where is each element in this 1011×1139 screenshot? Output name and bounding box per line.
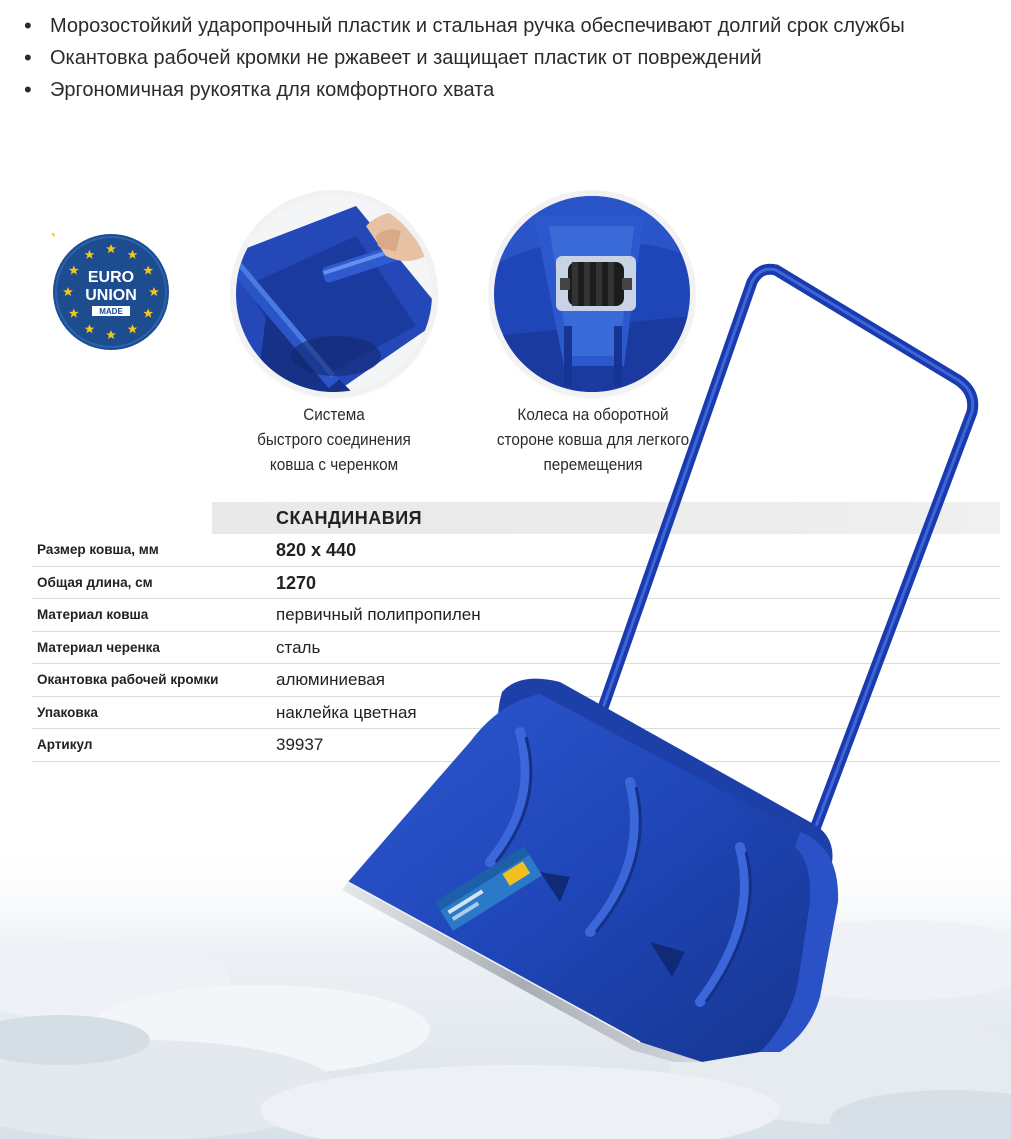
spec-key: Общая длина, см <box>37 574 153 590</box>
caption-line: перемещения <box>543 455 643 474</box>
caption-line: стороне ковша для легкого <box>496 430 690 449</box>
spec-key: Материал черенка <box>37 639 160 655</box>
spec-value: 1270 <box>276 572 317 593</box>
eu-stars-badge-icon <box>52 233 170 351</box>
spec-value: сталь <box>276 637 321 657</box>
spec-header: СКАНДИНАВИЯ <box>212 502 1000 534</box>
spec-key: Упаковка <box>37 704 98 720</box>
caption-line: ковша с черенком <box>269 455 399 474</box>
spec-key: Размер ковша, мм <box>37 542 159 557</box>
badge-line-3: MADE <box>99 307 123 316</box>
badge-line-1: EURO <box>87 269 135 286</box>
spec-value: 39937 <box>276 735 324 754</box>
feature-list <box>22 10 1002 106</box>
caption-line: Система <box>303 405 365 424</box>
badge-line-2: UNION <box>85 287 137 304</box>
spec-value: первичный полипропилен <box>276 605 481 624</box>
feature-item: • Окантовка рабочей кромки не ржавеет и защищает пластик от повреждений <box>22 42 1002 74</box>
spec-key: Артикул <box>37 737 93 752</box>
caption-line: быстрого соединения <box>257 430 411 449</box>
snow-shovel-icon <box>340 262 1000 1062</box>
spec-value: наклейка цветная <box>276 702 417 722</box>
spec-key: Окантовка рабочей кромки <box>37 672 219 687</box>
spec-value: 820 x 440 <box>276 540 357 560</box>
spec-value: алюминиевая <box>276 670 385 689</box>
feature-item: • Морозостойкий ударопрочный пластик и стальная ручка обеспечивают долгий срок службы <box>22 10 1002 42</box>
caption-line: Колеса на оборотной <box>517 405 669 424</box>
feature-item: • Эргономичная рукоятка для комфортного хвата <box>22 74 1002 106</box>
spec-key: Материал ковша <box>37 607 149 622</box>
